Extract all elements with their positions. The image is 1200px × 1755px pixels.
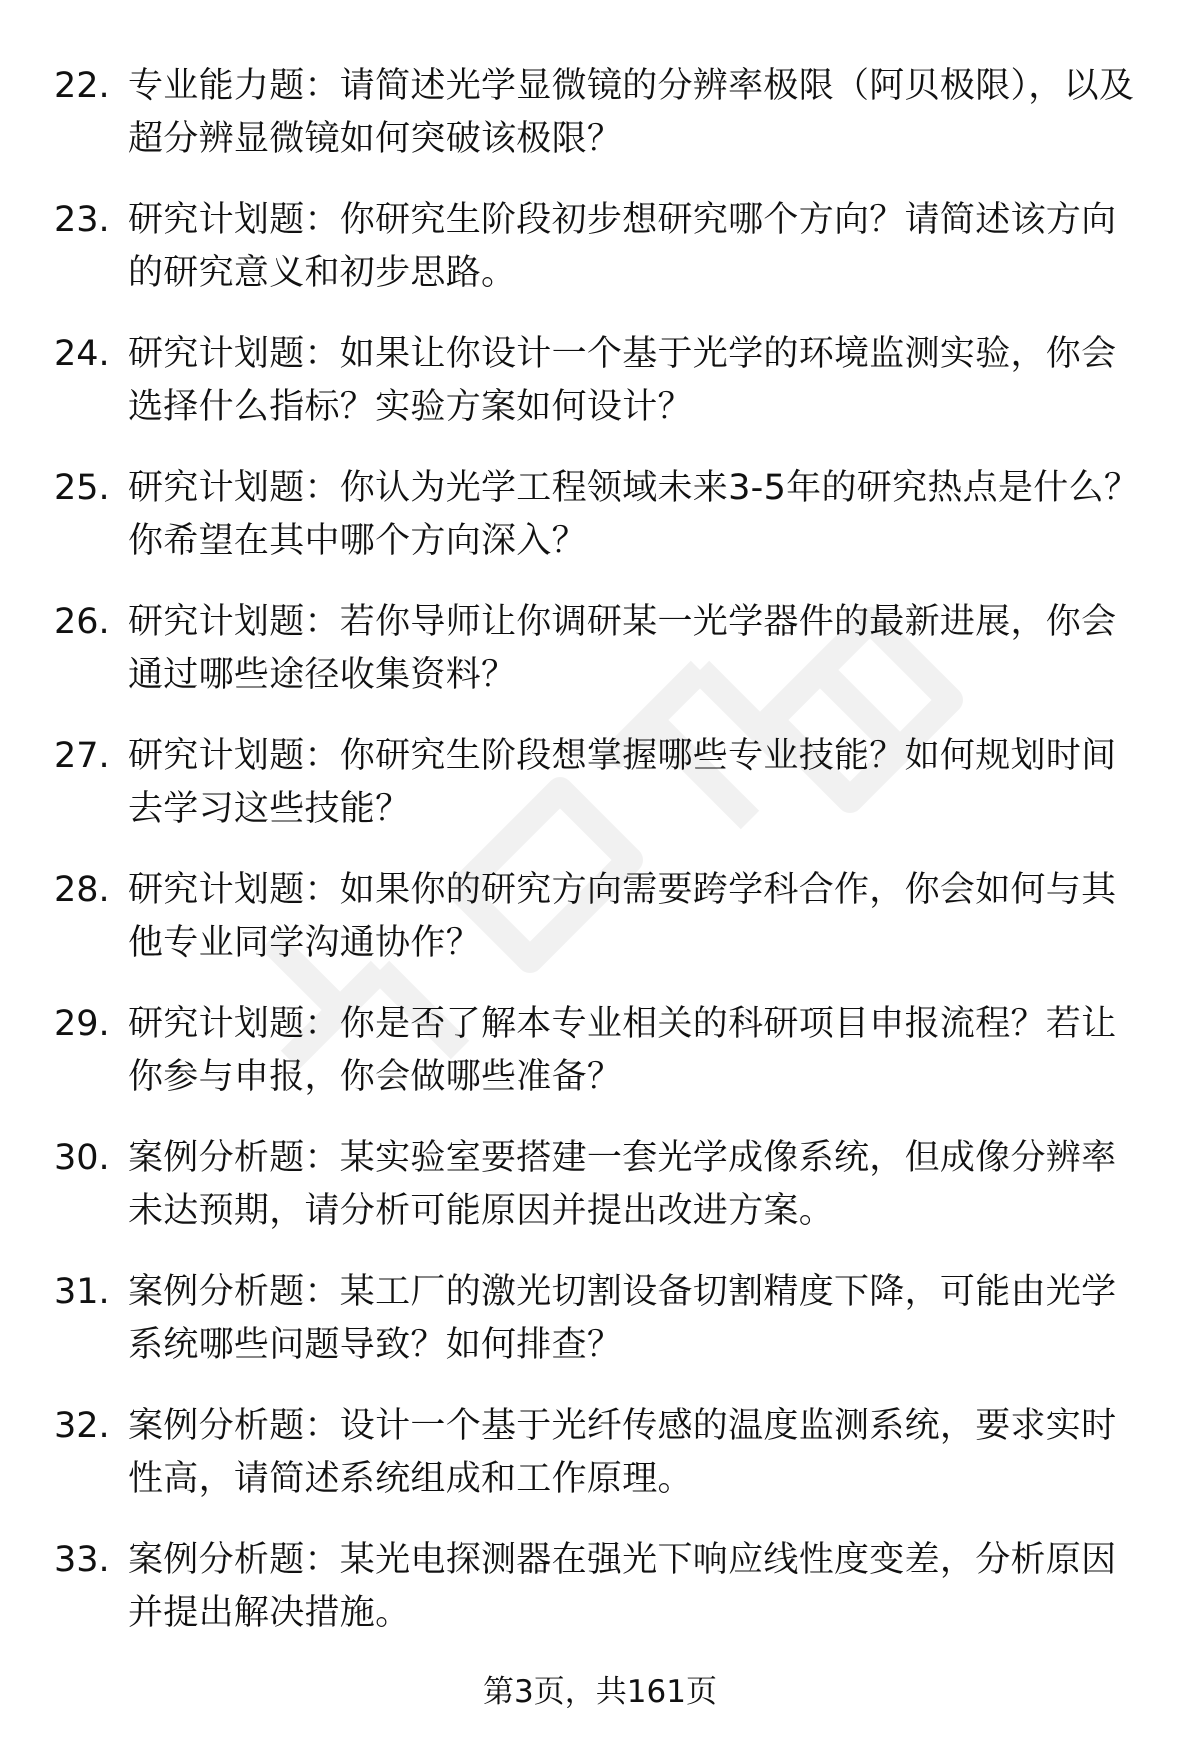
question-item bbox=[0, 462, 1200, 596]
question-item bbox=[0, 730, 1200, 864]
question-item bbox=[0, 1400, 1200, 1534]
question-number: 32. bbox=[54, 1406, 110, 1446]
question-list bbox=[0, 60, 1200, 1668]
question-item bbox=[0, 1266, 1200, 1400]
question-number: 27. bbox=[54, 736, 110, 776]
question-text: 研究计划题：你研究生阶段想掌握哪些专业技能？如何规划时间去学习这些技能？ bbox=[128, 736, 1117, 829]
question-number: 26. bbox=[54, 602, 110, 642]
question-number: 28. bbox=[54, 870, 110, 910]
question-item bbox=[0, 194, 1200, 328]
question-item bbox=[0, 1132, 1200, 1266]
question-text: 研究计划题：你是否了解本专业相关的科研项目申报流程？若让你参与申报，你会做哪些准备？ bbox=[128, 1004, 1117, 1097]
question-number: 22. bbox=[54, 66, 110, 106]
question-text: 研究计划题：若你导师让你调研某一光学器件的最新进展，你会通过哪些途径收集资料？ bbox=[128, 602, 1117, 695]
question-item bbox=[0, 328, 1200, 462]
question-item bbox=[0, 60, 1200, 194]
question-text: 案例分析题：某光电探测器在强光下响应线性度变差，分析原因并提出解决措施。 bbox=[128, 1540, 1117, 1633]
question-text: 案例分析题：某实验室要搭建一套光学成像系统，但成像分辨率未达预期，请分析可能原因并提出改进方案。 bbox=[128, 1138, 1117, 1231]
page-number-footer: 第3页，共161页 bbox=[483, 1674, 717, 1710]
question-number: 33. bbox=[54, 1540, 110, 1580]
question-item bbox=[0, 596, 1200, 730]
question-number: 24. bbox=[54, 334, 110, 374]
question-text: 研究计划题：如果你的研究方向需要跨学科合作，你会如何与其他专业同学沟通协作？ bbox=[128, 870, 1117, 963]
question-text: 研究计划题：你认为光学工程领域未来3-5年的研究热点是什么？你希望在其中哪个方向深入？ bbox=[128, 468, 1140, 561]
question-text: 案例分析题：设计一个基于光纤传感的温度监测系统，要求实时性高，请简述系统组成和工作原理。 bbox=[128, 1406, 1117, 1499]
question-number: 29. bbox=[54, 1004, 110, 1044]
question-number: 31. bbox=[54, 1272, 110, 1312]
question-text: 研究计划题：如果让你设计一个基于光学的环境监测实验，你会选择什么指标？实验方案如何设计？ bbox=[128, 334, 1117, 427]
question-text: 研究计划题：你研究生阶段初步想研究哪个方向？请简述该方向的研究意义和初步思路。 bbox=[128, 200, 1117, 293]
question-number: 25. bbox=[54, 468, 110, 508]
question-number: 23. bbox=[54, 200, 110, 240]
question-item bbox=[0, 998, 1200, 1132]
question-item bbox=[0, 1534, 1200, 1668]
question-item bbox=[0, 864, 1200, 998]
question-number: 30. bbox=[54, 1138, 110, 1178]
question-text: 专业能力题：请简述光学显微镜的分辨率极限（阿贝极限），以及超分辨显微镜如何突破该极限？ bbox=[128, 66, 1135, 159]
question-text: 案例分析题：某工厂的激光切割设备切割精度下降，可能由光学系统哪些问题导致？如何排查？ bbox=[128, 1272, 1117, 1365]
